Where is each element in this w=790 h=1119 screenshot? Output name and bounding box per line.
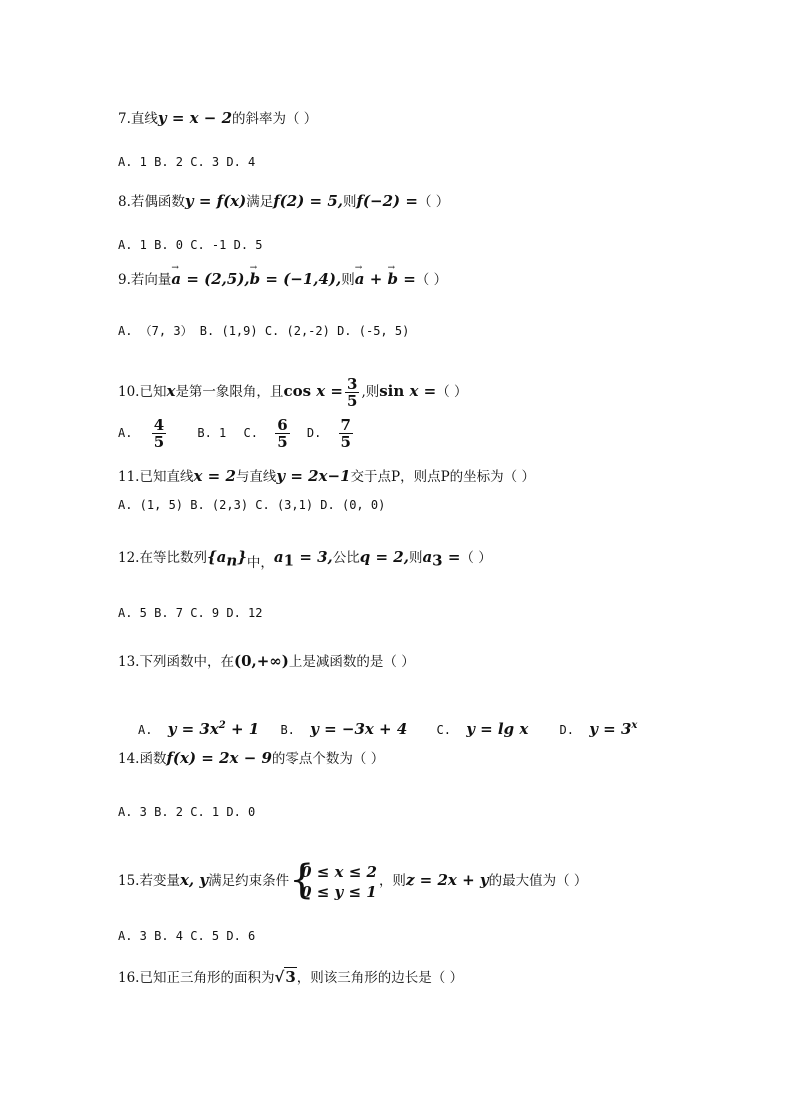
vector-b: → b [250,269,261,289]
q15-label: 15.若变量 [118,873,180,889]
q16-label: 16.已知正三角形的面积为 [118,970,275,986]
q16-sqrt [274,967,296,987]
q14-eq: f(x) = 2x − 9 [166,749,272,767]
q8-label: 8.若偶函数 [118,194,185,210]
q12-seq-sub: n [226,551,238,570]
q15-row2: 0 ≤ y ≤ 1 [301,882,377,901]
q12-mid: 中， [246,555,274,571]
question-13 [118,651,415,672]
q10-sin: sin [379,382,405,400]
brace-icon: { [289,856,315,903]
q10-options [118,415,355,451]
q10-x: x [166,382,176,400]
sqrt-icon: √ [274,968,285,986]
question-12 [118,547,492,571]
q10-den: 5 [347,392,358,410]
q14-options: A. 3 B. 2 C. 1 D. 0 [118,805,256,819]
q12-mid3: 则 [408,550,423,566]
question-8 [118,191,449,212]
vector-a-sum: → a [355,269,365,289]
q13-opt-b-eq: y = −3x + 4 [310,720,408,738]
q13-opt-a-eq [168,720,260,738]
q12-a3-sub: 3 [432,551,443,570]
q14-label: 14.函数 [118,751,167,767]
q10-opt-d-frac [339,417,353,450]
q10-num: 3 [347,375,358,393]
q10-opt-a-num: 4 [153,416,165,434]
q11-label: 11.已知直线 [118,469,194,485]
q10-x3: x = [404,382,437,400]
question-14 [118,748,384,769]
q12-options: A. 5 B. 7 C. 9 D. 12 [118,606,263,620]
q13-tail: 上是减函数的是（ ） [288,654,415,670]
q10-fraction [345,376,359,409]
q9-eq3c: = [398,270,416,288]
q11-options: A. (1, 5) B. (2,3) C. (3,1) D. (0, 0) [118,498,386,512]
q11-mid: 与直线 [235,469,277,485]
q11-tail: 交于点P，则点P的坐标为（ ） [350,469,535,485]
q10-label: 10.已知 [118,384,167,400]
q9-plus: + [364,270,388,288]
q11-eq2: y = 2x−1 [276,467,351,485]
q12-a1: a [273,548,284,566]
q9-tail: （ ） [415,272,448,288]
q15-mid: 满足约束条件 [208,873,290,889]
q10-opt-c-num: 6 [277,416,288,434]
question-9 [118,269,447,290]
q9-eq1: = (2,5), [181,270,250,288]
q10-opt-a: A. [118,426,133,440]
q9-mid: 则 [341,272,355,288]
q10-opt-d: D. [306,426,322,440]
q13-opt-d-eq-base: y = 3 [589,720,632,738]
q16-radicand: 3 [285,968,296,986]
q12-seq: {a [206,548,227,566]
q10-opt-d-den: 5 [340,433,351,451]
q7-tail: 的斜率为（ ） [232,111,318,127]
q13-opt-d: D. [559,723,574,737]
q13-opt-a: A. [138,723,153,737]
vector-a: → a [171,269,181,289]
q15-vars: x, y [179,871,209,889]
q13-opt-d-sup: x [631,720,638,731]
q10-mid2: ,则 [361,384,380,400]
q11-eq1: x = 2 [193,467,236,485]
q10-opt-c-den: 5 [277,433,288,451]
q10-tail: （ ） [436,384,468,400]
q13-opt-b: B. [280,723,295,737]
question-11 [118,466,535,487]
q8-eq1: y = f(x) [184,192,247,210]
q12-seq-end: } [237,548,247,566]
q13-opt-a-sup: 2 [218,720,226,731]
q10-opt-d-num: 7 [340,416,351,434]
q13-opt-a-eq-tail: + 1 [225,720,260,738]
vector-b-sum: → b [388,269,399,289]
q13-options [138,716,637,740]
q7-equation: y = x − 2 [157,109,233,127]
q16-tail: ，则该三角形的边长是（ ） [296,970,464,986]
q12-a1-eq: = 3, [294,548,333,566]
q13-opt-c-eq: y = lg x [466,720,529,738]
q12-tail: （ ） [460,550,492,566]
q12-a3-eq: = [442,548,461,566]
q8-options: A. 1 B. 0 C. -1 D. 5 [118,238,263,252]
q8-mid: 满足 [246,194,274,210]
q12-ratio: q = 2, [359,548,409,566]
q9-label: 9.若向量 [118,272,172,288]
q14-tail: 的零点个数为（ ） [271,751,385,767]
q12-a1-sub: 1 [283,551,295,570]
q8-eq2: f(2) = 5, [273,192,343,210]
question-16 [118,967,463,988]
q15-options: A. 3 B. 4 C. 5 D. 6 [118,929,256,943]
question-7 [118,108,317,129]
q15-tail: 的最大值为（ ） [488,873,588,889]
q15-row1: 0 ≤ x ≤ 2 [301,862,377,881]
q8-mid2: 则 [342,194,357,210]
q10-opt-c-frac [275,417,289,450]
q13-opt-a-eq-base: y = 3x [167,720,219,738]
q13-interval: (0,+∞) [233,652,289,670]
q12-mid2: 公比 [332,550,360,566]
q10-opt-b: B. 1 [197,426,227,440]
q7-options: A. 1 B. 2 C. 3 D. 4 [118,155,256,169]
q10-opt-a-frac [152,417,166,450]
q8-tail: （ ） [417,194,450,210]
q7-label: 7.直线 [118,111,158,127]
q10-opt-a-den: 5 [153,433,165,451]
q9-options: A. （7, 3） B. (1,9) C. (2,-2) D. (-5, 5) [118,324,410,338]
question-10 [118,374,468,409]
q12-a3: a [422,548,433,566]
q15-eq: z = 2x + y [405,871,489,889]
question-15 [118,856,588,903]
q15-mid2: ，则 [378,873,406,889]
q13-opt-d-eq [589,720,637,738]
q13-opt-c: C. [436,723,451,737]
q12-label: 12.在等比数列 [118,550,207,566]
q8-eq3: f(−2) = [356,192,418,210]
q15-constraint-system [289,856,377,903]
q10-cos: cos [283,382,312,400]
q10-x2: x = [311,382,343,400]
q9-eq2: = (−1,4), [260,270,342,288]
q10-opt-c: C. [243,426,258,440]
q13-label: 13.下列函数中，在 [118,654,234,670]
q10-mid: 是第一象限角，且 [175,384,284,400]
